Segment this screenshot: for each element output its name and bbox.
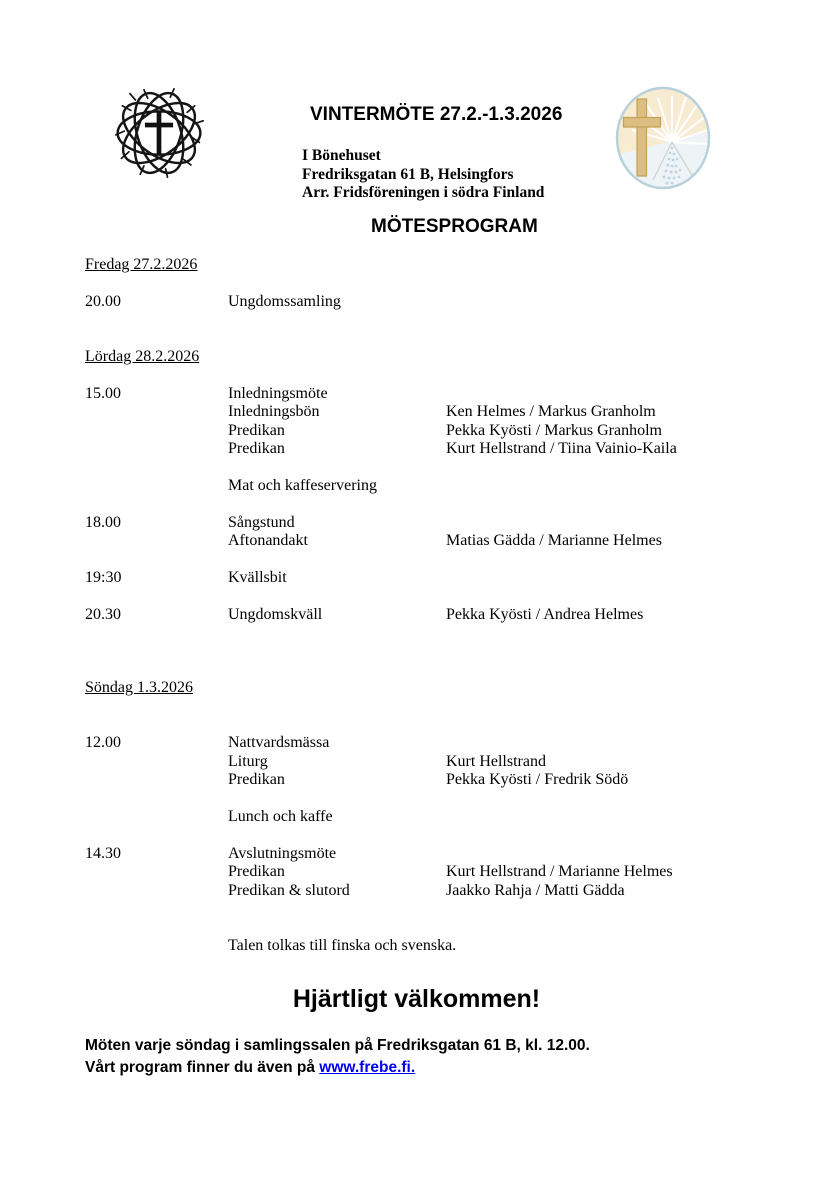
time-cell: 19:30: [85, 568, 122, 586]
names-cell: Jaakko Rahja / Matti Gädda: [446, 881, 625, 899]
activity-cell: Predikan & slutord: [228, 881, 350, 899]
activity-cell: Lunch och kaffe: [228, 808, 333, 826]
activity-cell: Sångstund: [228, 513, 295, 531]
schedule-row: [85, 606, 785, 624]
names-cell: Kurt Hellstrand: [446, 752, 546, 770]
venue-line-1: I Bönehuset: [302, 147, 381, 164]
time-cell: 18.00: [85, 513, 121, 531]
schedule-row: [85, 569, 785, 587]
schedule-row: [85, 532, 785, 550]
website-link[interactable]: www.frebe.fi.: [319, 1058, 416, 1076]
welcome-message: Hjärtligt välkommen!: [292, 985, 541, 1013]
schedule-row: [85, 293, 785, 311]
schedule-row: [85, 477, 785, 495]
schedule-row: [85, 403, 785, 421]
venue-block: [302, 147, 544, 203]
day-heading-saturday: Lördag 28.2.2026: [85, 348, 200, 365]
activity-cell: Nattvardsmässa: [228, 734, 330, 752]
schedule-row: [85, 863, 785, 881]
footer-link-line: [85, 1057, 590, 1079]
schedule-row: [85, 514, 785, 532]
schedule-row: [85, 385, 785, 403]
footer-link-prefix: Vårt program finner du även på: [85, 1058, 320, 1076]
activity-cell: Inledningsmöte: [228, 384, 328, 402]
day-heading-sunday: Söndag 1.3.2026: [85, 679, 193, 697]
names-cell: Kurt Hellstrand / Tiina Vainio-Kaila: [446, 440, 677, 458]
activity-cell: Ungdomskväll: [228, 605, 323, 623]
activity-cell: Ungdomssamling: [228, 292, 341, 310]
activity-cell: Mat och kaffeservering: [228, 476, 377, 494]
schedule-row: [85, 753, 785, 771]
schedule-row: [85, 771, 785, 789]
schedule-row: [85, 845, 785, 863]
names-cell: Ken Helmes / Markus Granholm: [446, 403, 656, 421]
activity-cell: Predikan: [228, 421, 285, 439]
names-cell: Kurt Hellstrand / Marianne Helmes: [446, 863, 673, 881]
day-heading-friday: Fredag 27.2.2026: [85, 256, 198, 273]
time-cell: 20.00: [85, 292, 121, 310]
schedule-row: [85, 440, 785, 458]
program-heading: MÖTESPROGRAM: [371, 216, 538, 237]
time-cell: 14.30: [85, 844, 121, 862]
names-cell: Pekka Kyösti / Andrea Helmes: [446, 605, 644, 623]
footer-info-line: Möten varje söndag i samlingssalen på Fredriksgatan 61 B, kl. 12.00.: [85, 1037, 590, 1054]
cross-icon: [145, 111, 173, 154]
schedule-row: [85, 882, 785, 900]
venue-line-2: Fredriksgatan 61 B, Helsingfors: [302, 165, 514, 183]
activity-cell: Predikan: [228, 440, 285, 458]
names-cell: Matias Gädda / Marianne Helmes: [446, 532, 662, 550]
activity-cell: Inledningsbön: [228, 403, 320, 421]
activity-cell: Aftonandakt: [228, 532, 308, 550]
schedule: [85, 256, 785, 955]
crown-of-thorns-logo-icon: [112, 86, 206, 180]
interpretation-note-row: [85, 937, 785, 955]
activity-cell: Avslutningsmöte: [228, 844, 337, 862]
time-cell: 15.00: [85, 384, 121, 402]
venue-line-3: Arr. Fridsföreningen i södra Finland: [302, 184, 545, 202]
page-title: VINTERMÖTE 27.2.-1.3.2026: [310, 104, 563, 125]
time-cell: 12.00: [85, 734, 121, 752]
interpretation-note: Talen tolkas till finska och svenska.: [228, 936, 457, 954]
schedule-row: [85, 734, 785, 752]
activity-cell: Predikan: [228, 863, 285, 881]
names-cell: Pekka Kyösti / Markus Granholm: [446, 421, 662, 439]
names-cell: Pekka Kyösti / Fredrik Södö: [446, 771, 629, 789]
time-cell: 20.30: [85, 605, 121, 623]
schedule-row: [85, 808, 785, 826]
footer-block: [85, 1035, 590, 1078]
activity-cell: Kvällsbit: [228, 568, 287, 586]
schedule-row: [85, 422, 785, 440]
cross-rays-spring-emblem-icon: [608, 82, 718, 192]
activity-cell: Predikan: [228, 771, 285, 789]
activity-cell: Liturg: [228, 752, 268, 770]
